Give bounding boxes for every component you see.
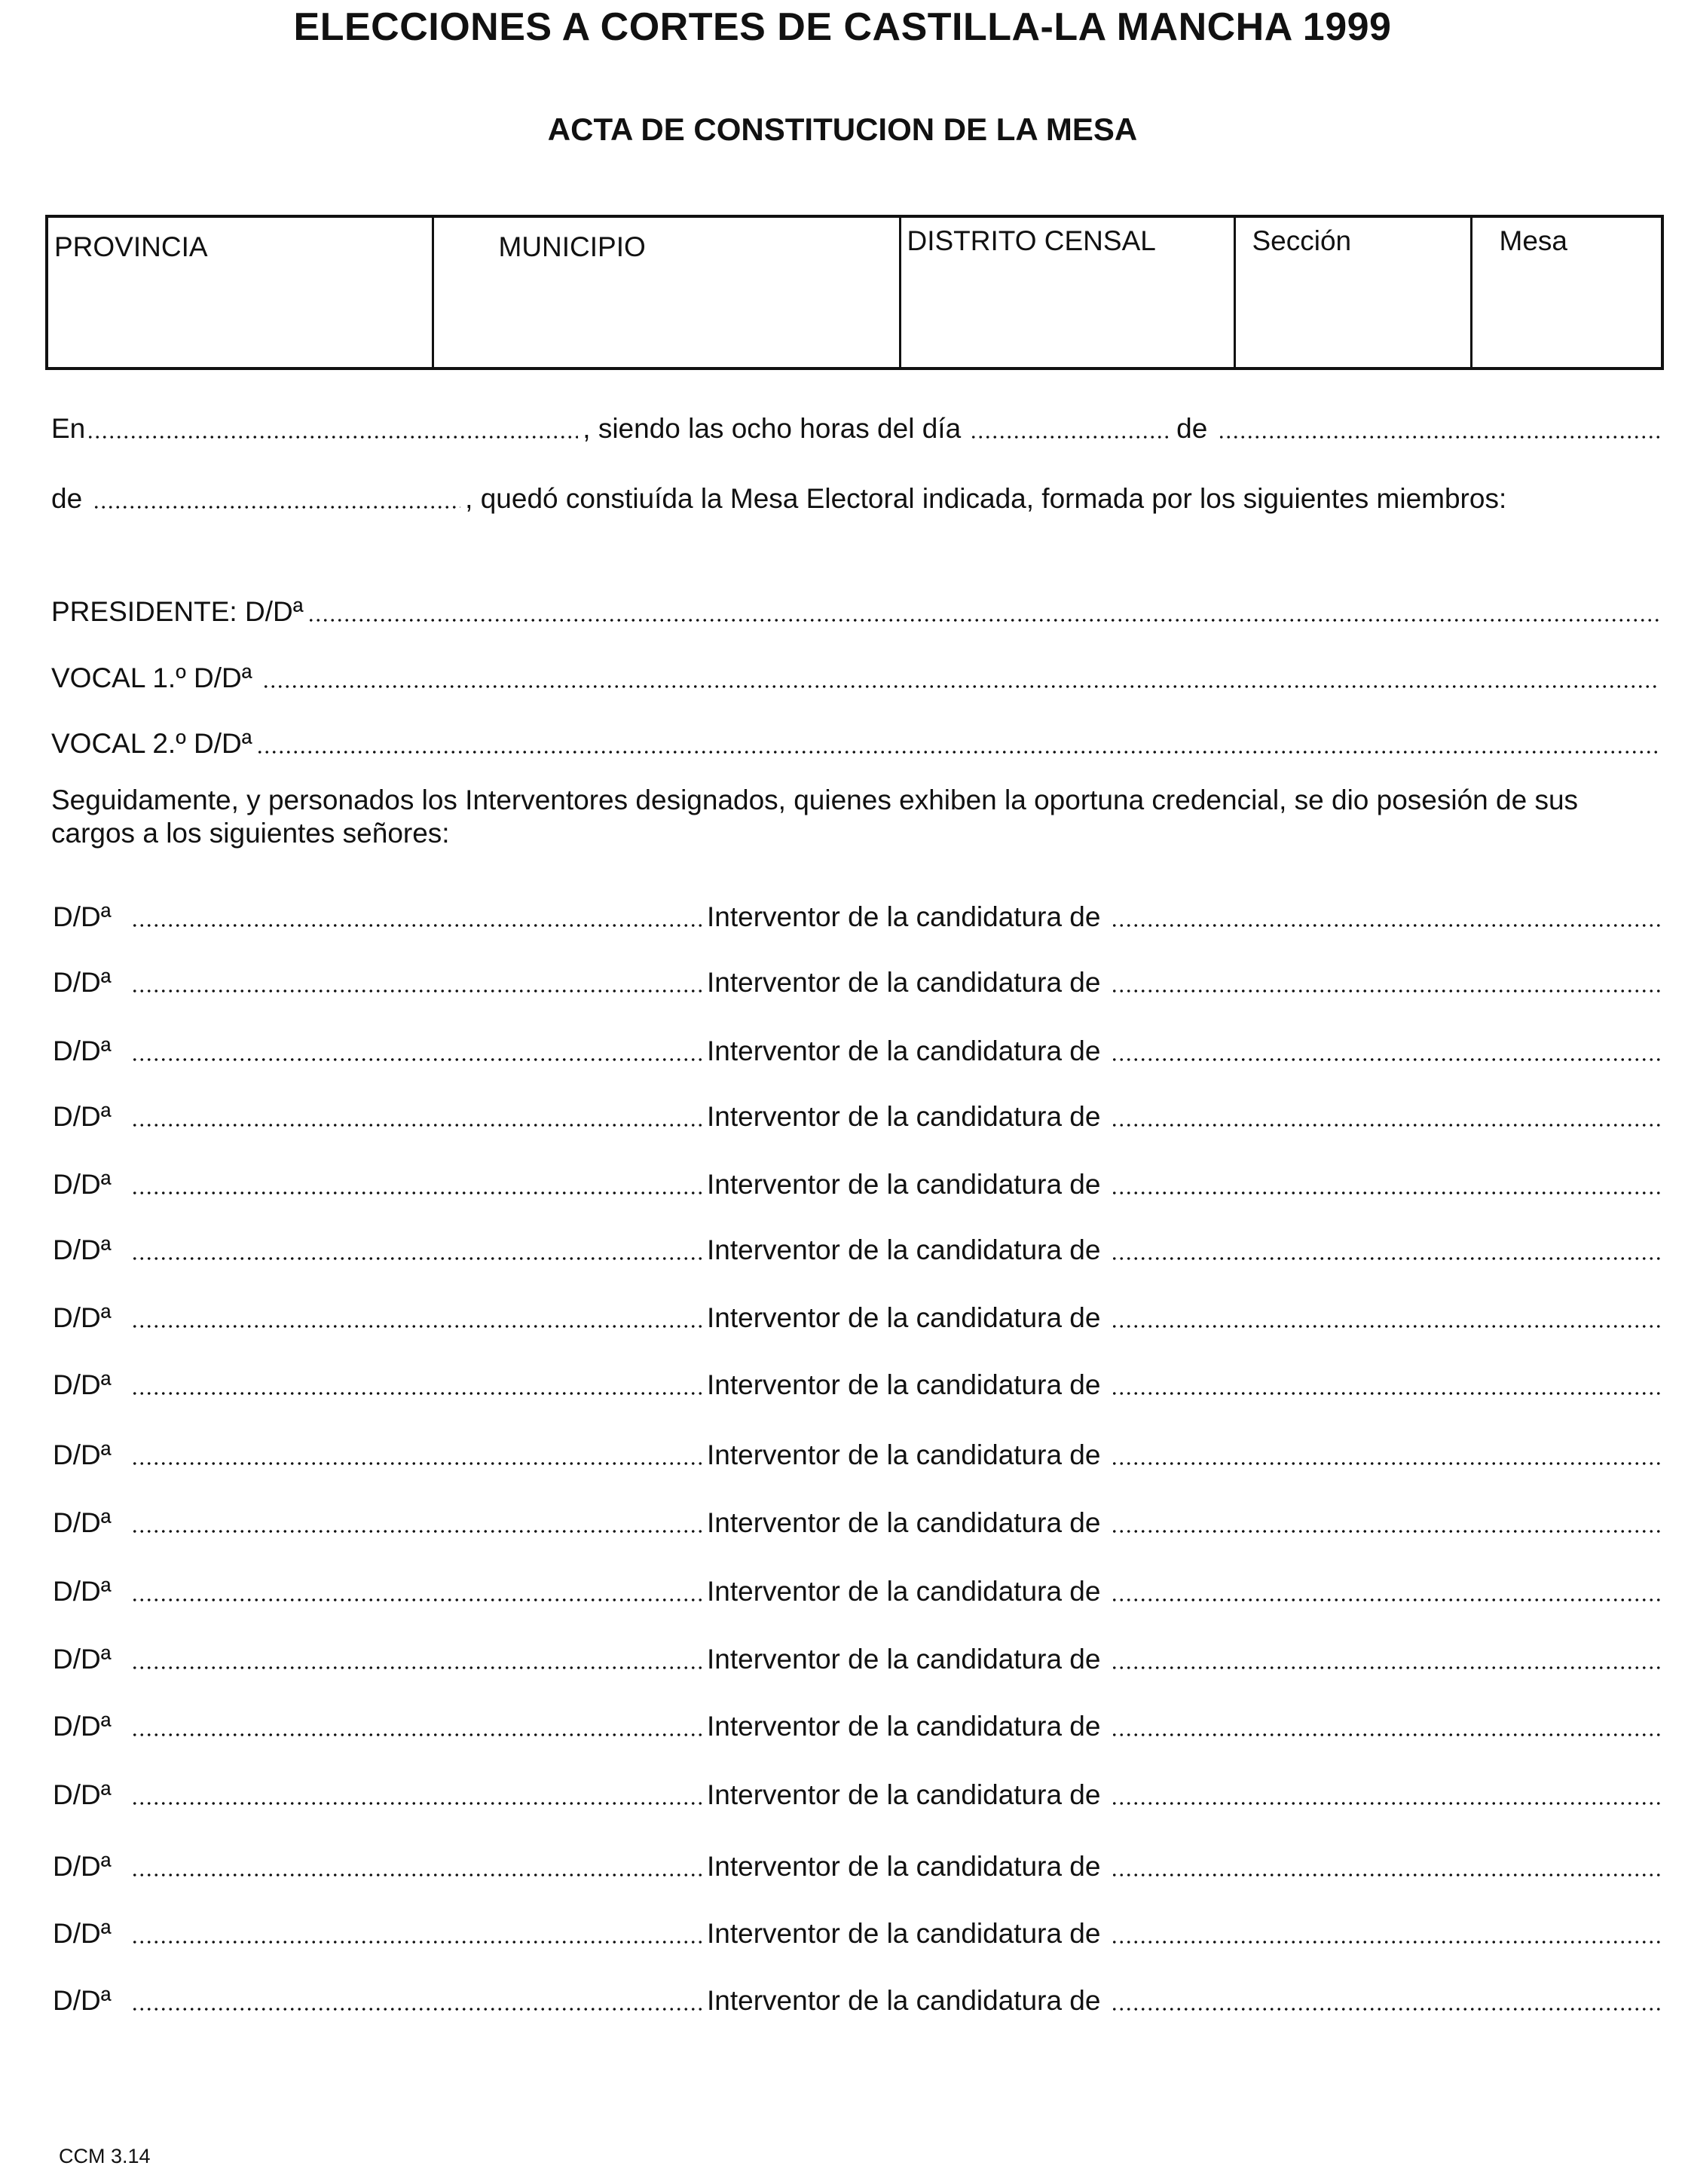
interventor-row [53, 1635, 1665, 1673]
interventor-name-blank[interactable] [131, 1123, 702, 1127]
interventor-name-label: D/Dª [53, 1439, 112, 1470]
interventor-candidatura-label: Interventor de la candidatura de [707, 1234, 1101, 1265]
interventor-row [53, 1027, 1665, 1065]
interventor-row [53, 1161, 1665, 1198]
interventor-row [53, 1702, 1665, 1740]
interventor-name-blank[interactable] [131, 1057, 702, 1062]
interventor-candidatura-blank[interactable] [1111, 1873, 1661, 1877]
interventor-candidatura-blank[interactable] [1111, 1057, 1661, 1062]
de-year-label: de [51, 483, 83, 514]
interventor-candidatura-label: Interventor de la candidatura de [707, 1644, 1101, 1675]
interventor-name-label: D/Dª [53, 1779, 112, 1810]
interventor-name-label: D/Dª [53, 1711, 112, 1742]
interventor-candidatura-label: Interventor de la candidatura de [707, 1711, 1101, 1742]
vocal1-blank[interactable] [262, 684, 1659, 689]
interventor-name-label: D/Dª [53, 1035, 112, 1066]
interventor-row [53, 1294, 1665, 1332]
interventor-candidatura-label: Interventor de la candidatura de [707, 1369, 1101, 1400]
interventor-name-label: D/Dª [53, 901, 112, 932]
vocal2-label: VOCAL 2.º D/Dª [51, 728, 252, 759]
interventor-candidatura-blank[interactable] [1111, 1191, 1661, 1195]
place-date-line [51, 405, 1664, 442]
place-blank[interactable] [87, 435, 578, 439]
interventor-name-blank[interactable] [131, 1391, 702, 1396]
interventor-candidatura-blank[interactable] [1111, 1256, 1661, 1261]
interventor-candidatura-blank[interactable] [1111, 1801, 1661, 1806]
interventor-name-blank[interactable] [131, 1256, 702, 1261]
interventor-candidatura-blank[interactable] [1111, 1940, 1661, 1944]
interventor-row [53, 1361, 1665, 1399]
mesa-label: Mesa [1499, 225, 1567, 256]
vocal1-line [51, 654, 1664, 692]
interventor-name-label: D/Dª [53, 1985, 112, 2016]
interventor-candidatura-label: Interventor de la candidatura de [707, 1101, 1101, 1132]
interventor-row [53, 1771, 1665, 1809]
interventor-candidatura-label: Interventor de la candidatura de [707, 1851, 1101, 1882]
interventor-candidatura-blank[interactable] [1111, 923, 1661, 928]
interventor-candidatura-label: Interventor de la candidatura de [707, 1035, 1101, 1066]
interventor-candidatura-blank[interactable] [1111, 1598, 1661, 1602]
provincia-label: PROVINCIA [54, 231, 208, 262]
interventor-candidatura-label: Interventor de la candidatura de [707, 1576, 1101, 1607]
vocal2-line [51, 720, 1664, 757]
interventor-name-label: D/Dª [53, 1644, 112, 1675]
interventor-name-label: D/Dª [53, 1576, 112, 1607]
interventor-candidatura-label: Interventor de la candidatura de [707, 1779, 1101, 1810]
interventor-candidatura-blank[interactable] [1111, 1733, 1661, 1737]
seccion-field[interactable] [1234, 216, 1471, 369]
presidente-label: PRESIDENTE: D/Dª [51, 596, 304, 627]
interventor-name-label: D/Dª [53, 1101, 112, 1132]
interventor-row [53, 1568, 1665, 1605]
mesa-header-table [45, 215, 1664, 370]
interventor-name-blank[interactable] [131, 1191, 702, 1195]
interventor-name-blank[interactable] [131, 1529, 702, 1534]
interventor-candidatura-blank[interactable] [1111, 1461, 1661, 1466]
presidente-line [51, 588, 1664, 626]
interventor-name-blank[interactable] [131, 2007, 702, 2011]
constitution-line [51, 475, 1664, 512]
interventor-candidatura-blank[interactable] [1111, 1324, 1661, 1329]
interventor-candidatura-label: Interventor de la candidatura de [707, 1507, 1101, 1538]
interventor-name-label: D/Dª [53, 1851, 112, 1882]
interventor-name-blank[interactable] [131, 1598, 702, 1602]
hour-text: , siendo las ocho horas del día [583, 413, 962, 444]
seccion-label: Sección [1252, 225, 1352, 256]
interventor-name-blank[interactable] [131, 1801, 702, 1806]
interventor-row [53, 1226, 1665, 1264]
interventor-name-label: D/Dª [53, 1369, 112, 1400]
interventor-name-blank[interactable] [131, 1733, 702, 1737]
constitution-text: , quedó constiuída la Mesa Electoral indicada, formada por los siguientes miembros: [465, 483, 1507, 514]
interventor-candidatura-label: Interventor de la candidatura de [707, 1302, 1101, 1333]
interventor-name-label: D/Dª [53, 1234, 112, 1265]
interventor-candidatura-blank[interactable] [1111, 1666, 1661, 1670]
form-code: CCM 3.14 [59, 2145, 151, 2167]
interventor-candidatura-blank[interactable] [1111, 989, 1661, 993]
interventor-name-blank[interactable] [131, 989, 702, 993]
interventor-row [53, 1093, 1665, 1130]
day-blank[interactable] [970, 435, 1172, 439]
interventor-name-blank[interactable] [131, 923, 702, 928]
interventor-row [53, 959, 1665, 996]
municipio-field[interactable] [433, 216, 900, 369]
municipio-label: MUNICIPIO [498, 231, 646, 262]
interventor-row [53, 1431, 1665, 1469]
interventor-candidatura-label: Interventor de la candidatura de [707, 901, 1101, 932]
interventor-candidatura-blank[interactable] [1111, 1391, 1661, 1396]
interventor-candidatura-label: Interventor de la candidatura de [707, 1439, 1101, 1470]
interventor-candidatura-label: Interventor de la candidatura de [707, 1985, 1101, 2016]
interventor-name-label: D/Dª [53, 967, 112, 998]
interventor-name-label: D/Dª [53, 1169, 112, 1200]
interventor-candidatura-label: Interventor de la candidatura de [707, 1169, 1101, 1200]
vocal2-blank[interactable] [256, 750, 1659, 754]
document-title: ELECCIONES A CORTES DE CASTILLA-LA MANCHA 1999 [293, 5, 1392, 49]
interventor-name-blank[interactable] [131, 1940, 702, 1944]
interventor-name-label: D/Dª [53, 1507, 112, 1538]
interventor-row [53, 1910, 1665, 1947]
interventor-name-blank[interactable] [131, 1666, 702, 1670]
interventor-name-blank[interactable] [131, 1324, 702, 1329]
de-label: de [1176, 413, 1208, 444]
interventor-row [53, 1977, 1665, 2014]
distrito-censal-field[interactable] [900, 216, 1234, 369]
interventor-candidatura-blank[interactable] [1111, 1529, 1661, 1534]
vocal1-label: VOCAL 1.º D/Dª [51, 662, 252, 693]
interventor-name-label: D/Dª [53, 1918, 112, 1949]
interventor-row [53, 1499, 1665, 1537]
interventor-candidatura-label: Interventor de la candidatura de [707, 1918, 1101, 1949]
interventor-candidatura-blank[interactable] [1111, 2007, 1661, 2011]
year-blank[interactable] [93, 505, 460, 509]
distrito-censal-label: DISTRITO CENSAL [907, 225, 1156, 256]
interventores-paragraph: Seguidamente, y personados los Interventores designados, quienes exhiben la oportuna credencial, se dio posesión de sus cargos a los siguientes señores: [51, 785, 1579, 849]
interventor-row [53, 1843, 1665, 1880]
interventor-name-blank[interactable] [131, 1461, 702, 1466]
interventor-name-label: D/Dª [53, 1302, 112, 1333]
provincia-field[interactable] [47, 216, 433, 369]
month-blank[interactable] [1218, 435, 1659, 439]
interventor-candidatura-label: Interventor de la candidatura de [707, 967, 1101, 998]
presidente-blank[interactable] [307, 618, 1659, 622]
en-label: En [51, 413, 86, 444]
document-subtitle: ACTA DE CONSTITUCION DE LA MESA [547, 112, 1138, 147]
interventor-candidatura-blank[interactable] [1111, 1123, 1661, 1127]
mesa-field[interactable] [1471, 216, 1662, 369]
interventor-row [53, 893, 1665, 931]
interventor-name-blank[interactable] [131, 1873, 702, 1877]
